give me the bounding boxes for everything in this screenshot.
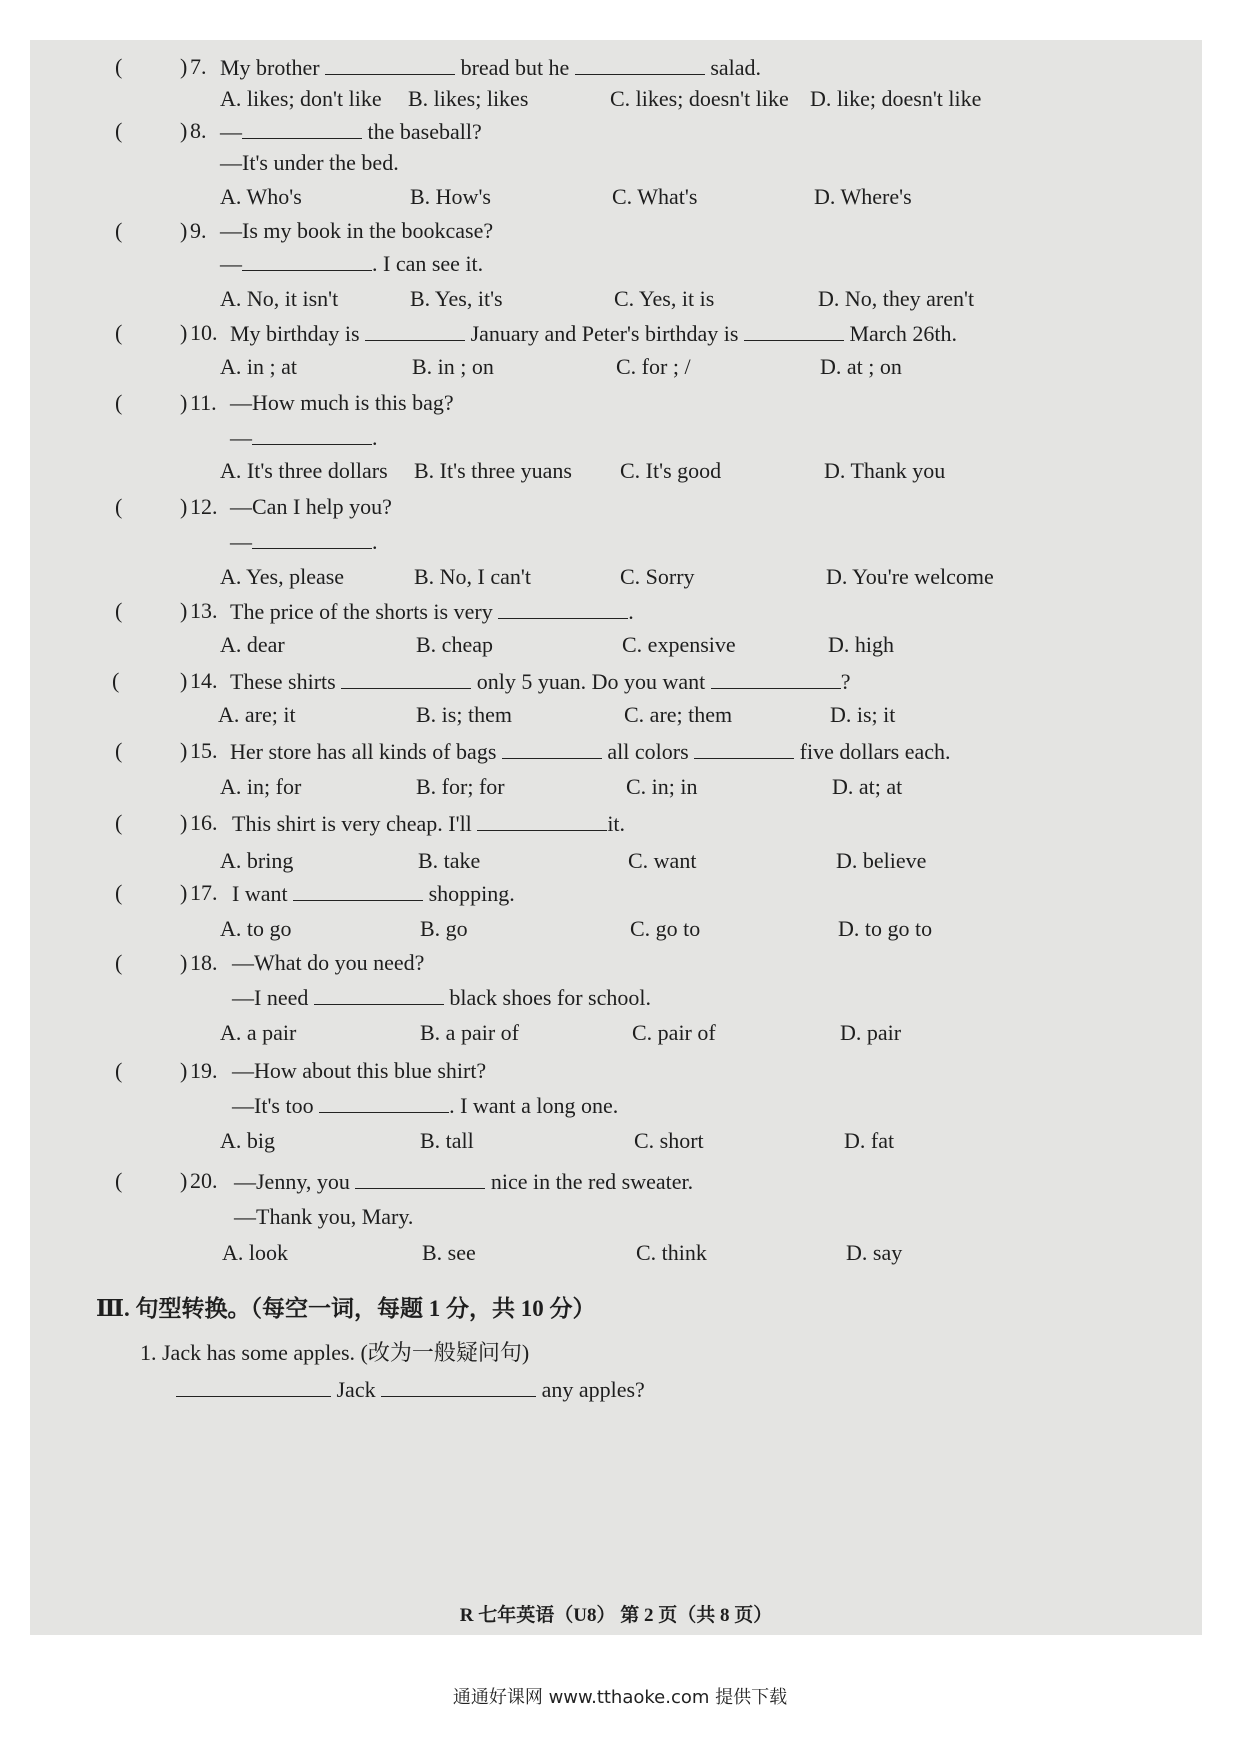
option-b: B. go xyxy=(420,916,468,941)
answer-paren-open: ( xyxy=(112,668,120,693)
question-number: 9. xyxy=(190,218,207,243)
option-d: D. at ; on xyxy=(820,354,902,379)
option-a: A. Yes, please xyxy=(220,564,345,589)
answer-paren-close: ) xyxy=(180,54,188,79)
option-a: A. a pair xyxy=(220,1020,297,1045)
answer-blank xyxy=(314,982,444,1005)
question-stem: —Jenny, you nice in the red sweater. xyxy=(234,1166,693,1197)
answer-paren-open: ( xyxy=(115,810,123,835)
answer-blank xyxy=(365,318,465,341)
answer-paren-open: ( xyxy=(115,880,123,905)
question-stem: My brother bread but he salad. xyxy=(220,52,761,83)
answer-blank xyxy=(711,666,841,689)
answer-paren-open: ( xyxy=(115,598,123,623)
answer-paren-close: ) xyxy=(180,1168,188,1193)
answer-blank xyxy=(242,248,372,271)
answer-blank xyxy=(242,116,362,139)
answer-blank xyxy=(252,526,372,549)
answer-blank xyxy=(252,422,372,445)
question-stem: —How about this blue shirt? xyxy=(232,1058,487,1083)
answer-blank xyxy=(176,1374,331,1397)
question-number: 7. xyxy=(190,54,207,79)
option-c: C. are; them xyxy=(624,702,733,727)
answer-blank xyxy=(325,52,455,75)
answer-blank xyxy=(694,736,794,759)
option-d: D. at; at xyxy=(832,774,903,799)
answer-paren-open: ( xyxy=(115,118,123,143)
answer-paren-open: ( xyxy=(115,494,123,519)
question-stem: —Can I help you? xyxy=(230,494,392,519)
question-stem: —How much is this bag? xyxy=(230,390,454,415)
question-number: 14. xyxy=(190,668,218,693)
answer-paren-open: ( xyxy=(115,1058,123,1083)
option-d: D. say xyxy=(846,1240,903,1265)
question-number: 10. xyxy=(190,320,218,345)
answer-paren-open: ( xyxy=(115,1168,123,1193)
question-number: 18. xyxy=(190,950,218,975)
answer-blank xyxy=(502,736,602,759)
reply-line: — . xyxy=(230,422,378,453)
option-b: B. in ; on xyxy=(412,354,494,379)
option-d: D. You're welcome xyxy=(826,564,994,589)
answer-paren-open: ( xyxy=(115,218,123,243)
option-a: A. in; for xyxy=(220,774,302,799)
option-c: C. Yes, it is xyxy=(614,286,715,311)
answer-paren-close: ) xyxy=(180,390,188,415)
option-b: B. It's three yuans xyxy=(414,458,572,483)
option-c: C. go to xyxy=(630,916,701,941)
question-stem: Her store has all kinds of bags all colors five dollars each. xyxy=(230,736,951,767)
option-a: A. bring xyxy=(220,848,294,873)
option-c: C. in; in xyxy=(626,774,698,799)
option-b: B. see xyxy=(422,1240,476,1265)
reply-line: — . I can see it. xyxy=(220,248,483,279)
option-a: A. It's three dollars xyxy=(220,458,388,483)
option-c: C. It's good xyxy=(620,458,722,483)
option-d: D. pair xyxy=(840,1020,902,1045)
answer-blank xyxy=(341,666,471,689)
option-c: C. Sorry xyxy=(620,564,695,589)
option-d: D. fat xyxy=(844,1128,895,1153)
option-a: A. No, it isn't xyxy=(220,286,339,311)
question-number: 13. xyxy=(190,598,218,623)
option-a: A. to go xyxy=(220,916,292,941)
question-stem: These shirts only 5 yuan. Do you want ? xyxy=(230,666,851,697)
answer-paren-open: ( xyxy=(115,950,123,975)
question-stem: My birthday is January and Peter's birthday is March 26th. xyxy=(230,318,957,349)
answer-blank xyxy=(381,1374,536,1397)
option-b: B. is; them xyxy=(416,702,512,727)
answer-blank xyxy=(355,1166,485,1189)
option-a: A. big xyxy=(220,1128,275,1153)
answer-paren-close: ) xyxy=(180,118,188,143)
answer-blank xyxy=(319,1090,449,1113)
option-d: D. Where's xyxy=(814,184,912,209)
reply-line: — . xyxy=(230,526,378,557)
answer-paren-open: ( xyxy=(115,390,123,415)
option-b: B. No, I can't xyxy=(414,564,531,589)
reply-line: —It's under the bed. xyxy=(220,150,399,175)
section-3-title: Ⅲ. 句型转换。（每空一词，每题 1 分，共 10 分） xyxy=(96,1296,596,1321)
question-number: 19. xyxy=(190,1058,218,1083)
option-d: D. believe xyxy=(836,848,927,873)
option-b: B. cheap xyxy=(416,632,493,657)
option-c: C. short xyxy=(634,1128,704,1153)
option-c: C. want xyxy=(628,848,697,873)
answer-paren-close: ) xyxy=(180,1058,188,1083)
page-footer: R 七年英语（U8） 第 2 页（共 8 页） xyxy=(459,1605,773,1626)
question-stem: — the baseball? xyxy=(220,116,482,147)
option-c: C. for ; / xyxy=(616,354,691,379)
answer-paren-close: ) xyxy=(180,738,188,763)
answer-blank xyxy=(744,318,844,341)
reply-line: —Thank you, Mary. xyxy=(234,1204,414,1229)
question-stem: I want shopping. xyxy=(232,878,515,909)
reply-line: —I need black shoes for school. xyxy=(232,982,651,1013)
option-b: B. How's xyxy=(410,184,491,209)
question-number: 12. xyxy=(190,494,218,519)
answer-paren-open: ( xyxy=(115,320,123,345)
answer-blank xyxy=(498,596,628,619)
answer-paren-open: ( xyxy=(115,738,123,763)
answer-paren-close: ) xyxy=(180,494,188,519)
question-number: 8. xyxy=(190,118,207,143)
question-stem: —Is my book in the bookcase? xyxy=(220,218,494,243)
question-number: 11. xyxy=(190,390,217,415)
option-a: A. likes; don't like xyxy=(220,86,382,111)
option-d: D. Thank you xyxy=(824,458,946,483)
answer-blank xyxy=(293,878,423,901)
option-d: D. high xyxy=(828,632,894,657)
answer-paren-close: ) xyxy=(180,218,188,243)
answer-paren-close: ) xyxy=(180,668,188,693)
option-b: B. a pair of xyxy=(420,1020,519,1045)
answer-paren-close: ) xyxy=(180,810,188,835)
option-a: A. in ; at xyxy=(220,354,297,379)
option-b: B. likes; likes xyxy=(408,86,529,111)
option-a: A. are; it xyxy=(218,702,296,727)
option-d: D. No, they aren't xyxy=(818,286,975,311)
question-number: 16. xyxy=(190,810,218,835)
answer-blank xyxy=(477,808,607,831)
option-b: B. tall xyxy=(420,1128,474,1153)
question-stem: —What do you need? xyxy=(232,950,425,975)
question-stem: The price of the shorts is very . xyxy=(230,596,634,627)
question-number: 17. xyxy=(190,880,218,905)
option-b: B. take xyxy=(418,848,481,873)
option-b: B. Yes, it's xyxy=(410,286,503,311)
option-c: C. What's xyxy=(612,184,698,209)
option-c: C. expensive xyxy=(622,632,736,657)
question-stem: This shirt is very cheap. I'll it. xyxy=(232,808,625,839)
option-d: D. to go to xyxy=(838,916,933,941)
answer-blank xyxy=(575,52,705,75)
question-number: 20. xyxy=(190,1168,218,1193)
option-c: C. likes; doesn't like xyxy=(610,86,789,111)
question-number: 15. xyxy=(190,738,218,763)
answer-paren-close: ) xyxy=(180,950,188,975)
answer-paren-close: ) xyxy=(180,880,188,905)
option-a: A. dear xyxy=(220,632,285,657)
option-d: D. is; it xyxy=(830,702,896,727)
download-credit: 通通好课网 www.tthaoke.com 提供下载 xyxy=(452,1687,788,1708)
option-a: A. look xyxy=(222,1240,288,1265)
option-a: A. Who's xyxy=(220,184,302,209)
option-d: D. like; doesn't like xyxy=(810,86,982,111)
answer-paren-open: ( xyxy=(115,54,123,79)
transform-prompt: 1. Jack has some apples. (改为一般疑问句) xyxy=(140,1340,530,1365)
option-c: C. think xyxy=(636,1240,707,1265)
answer-paren-close: ) xyxy=(180,320,188,345)
exam-page xyxy=(30,40,1202,1635)
transform-answer-line: Jack any apples? xyxy=(176,1374,645,1405)
reply-line: —It's too . I want a long one. xyxy=(232,1090,618,1121)
answer-paren-close: ) xyxy=(180,598,188,623)
option-b: B. for; for xyxy=(416,774,505,799)
option-c: C. pair of xyxy=(632,1020,716,1045)
